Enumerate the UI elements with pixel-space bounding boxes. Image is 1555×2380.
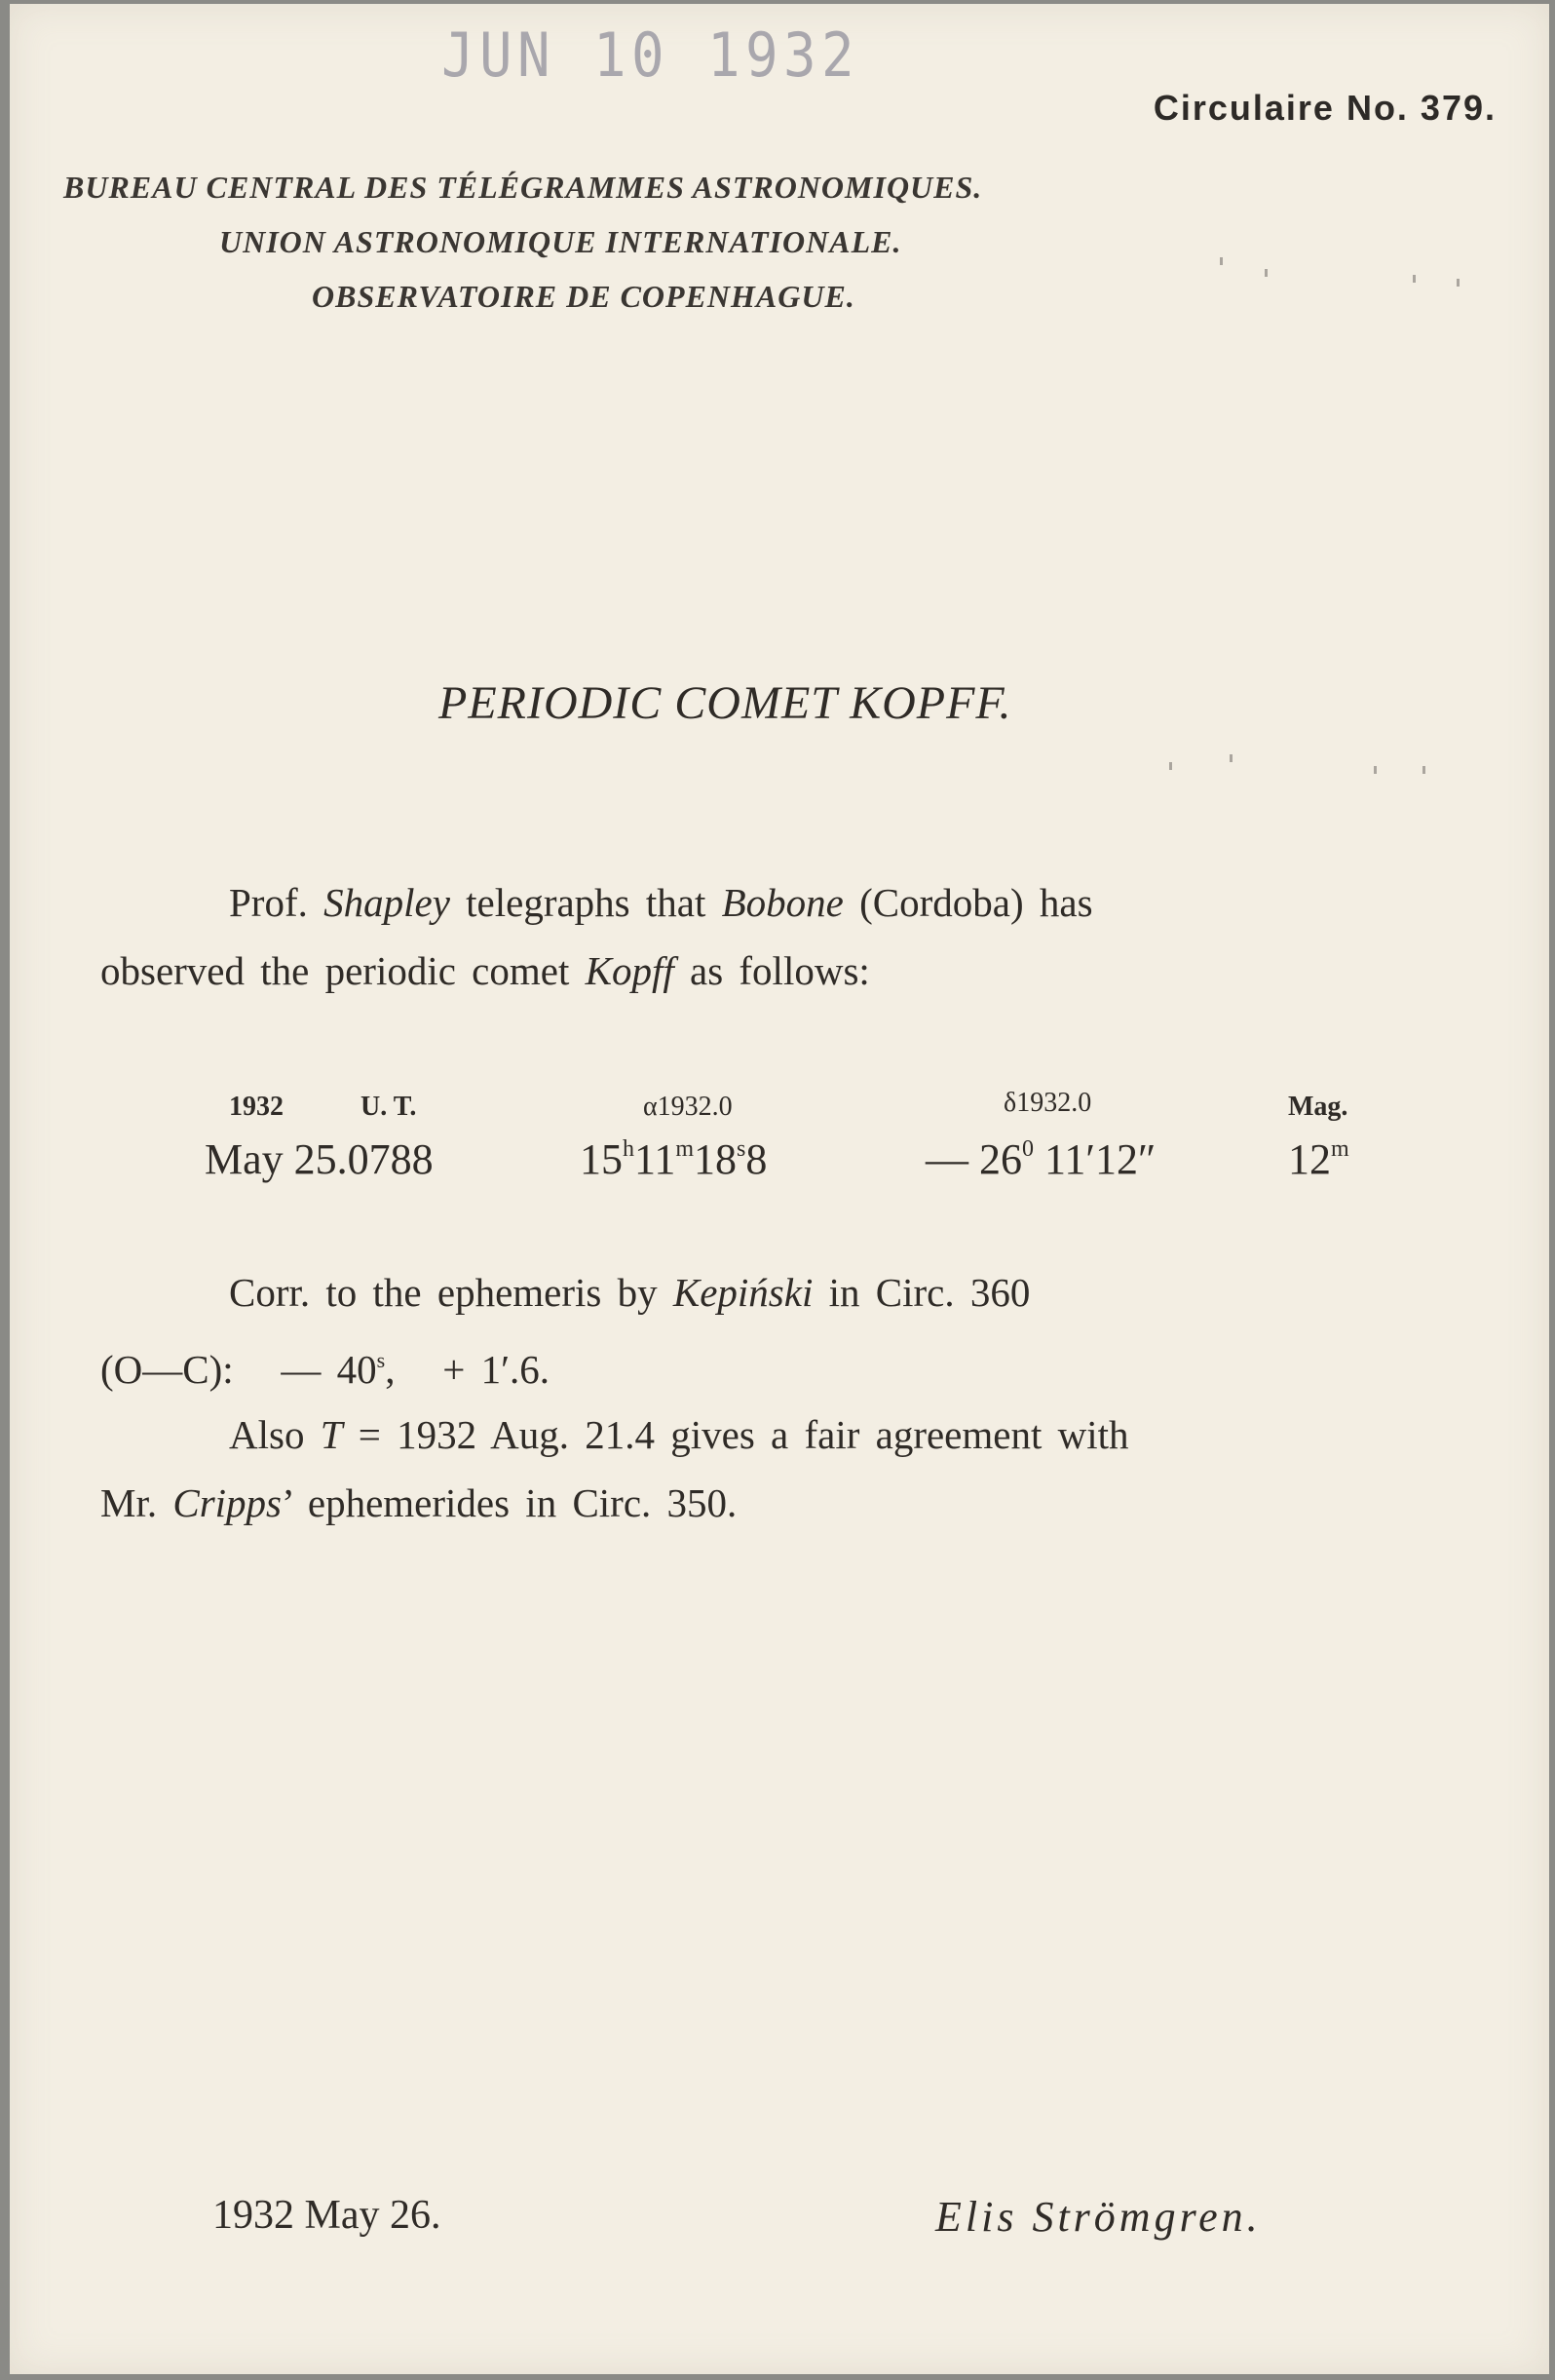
also-line-2 bbox=[100, 1469, 737, 1537]
also-suffix: = 1932 Aug. 21.4 gives a fair agreement with bbox=[342, 1412, 1129, 1457]
col-header-alpha: α1932.0 bbox=[643, 1092, 733, 1122]
circular-number: Circulaire No. 379. bbox=[1153, 88, 1497, 128]
signature: Elis Strömgren. bbox=[935, 2193, 1262, 2241]
intro-line-1 bbox=[229, 868, 1093, 937]
comet-name: Kopff bbox=[585, 948, 674, 993]
col-header-ut: U. T. bbox=[360, 1092, 417, 1122]
also-line2-suffix: ’ ephemerides in Circ. 350. bbox=[282, 1480, 738, 1525]
ra-hours: 15 bbox=[580, 1135, 623, 1183]
ra-minutes: 11 bbox=[634, 1135, 676, 1183]
header-observatory: OBSERVATOIRE DE COPENHAGUE. bbox=[312, 279, 855, 314]
header-union: UNION ASTRONOMIQUE INTERNATIONALE. bbox=[219, 224, 902, 259]
obs-date: May 25.0788 bbox=[205, 1135, 434, 1183]
oc-dec-value: + 1′.6. bbox=[442, 1347, 550, 1392]
received-date-stamp: JUN 10 1932 bbox=[441, 19, 859, 91]
intro-line-2 bbox=[100, 937, 870, 1005]
perihelion-symbol: T bbox=[320, 1412, 343, 1457]
correction-line-1 bbox=[229, 1258, 1030, 1326]
header-bureau: BUREAU CENTRAL DES TÉLÉGRAMMES ASTRONOMIQUES. bbox=[63, 170, 983, 205]
dec-arcmin-arcsec: 11′12″ bbox=[1034, 1135, 1157, 1183]
dec-degrees: — 26 bbox=[926, 1135, 1022, 1183]
intro-line2-suffix: as follows: bbox=[673, 948, 870, 993]
intro-mid1: telegraphs that bbox=[449, 880, 722, 925]
ra-seconds: 18 bbox=[694, 1135, 738, 1183]
page-title: PERIODIC COMET KOPFF. bbox=[438, 677, 1012, 729]
col-header-delta: δ1932.0 bbox=[1004, 1088, 1092, 1118]
observer-name-shapley: Shapley bbox=[323, 880, 450, 925]
correction-prefix: Corr. to the ephemeris by bbox=[229, 1270, 673, 1315]
ephemeris-author: Kepiński bbox=[672, 1270, 814, 1315]
ra-hours-unit: h bbox=[623, 1136, 634, 1162]
intro-line2-prefix: observed the periodic comet bbox=[100, 948, 586, 993]
obs-magnitude bbox=[1288, 1134, 1349, 1184]
oc-ra-unit: s bbox=[376, 1348, 386, 1372]
obs-declination bbox=[926, 1134, 1156, 1184]
also-prefix: Also bbox=[229, 1412, 321, 1457]
oc-separator: , bbox=[385, 1347, 396, 1392]
col-header-year: 1932 bbox=[229, 1092, 284, 1122]
obs-right-ascension bbox=[580, 1134, 767, 1184]
observer-name-bobone: Bobone bbox=[721, 880, 844, 925]
correction-suffix: in Circ. 360 bbox=[813, 1270, 1031, 1315]
magnitude-unit: m bbox=[1331, 1136, 1349, 1162]
dec-degree-mark: 0 bbox=[1022, 1136, 1034, 1162]
ra-minutes-unit: m bbox=[675, 1136, 695, 1162]
correction-line-2 bbox=[100, 1326, 550, 1403]
also-line2-prefix: Mr. bbox=[100, 1480, 173, 1525]
col-header-mag: Mag. bbox=[1288, 1092, 1348, 1122]
ra-seconds-fraction: 8 bbox=[745, 1135, 768, 1183]
oc-label: (O—C): bbox=[100, 1347, 234, 1392]
intro-prefix: Prof. bbox=[229, 880, 324, 925]
magnitude-value: 12 bbox=[1288, 1135, 1331, 1183]
also-line-1 bbox=[229, 1401, 1129, 1469]
issue-date: 1932 May 26. bbox=[212, 2193, 441, 2238]
oc-ra-value: — 40 bbox=[281, 1347, 377, 1392]
ephemerides-author: Cripps bbox=[172, 1480, 283, 1525]
ra-seconds-unit: s bbox=[737, 1136, 746, 1162]
intro-mid2: (Cordoba) has bbox=[843, 880, 1093, 925]
circular-card bbox=[10, 4, 1549, 2374]
